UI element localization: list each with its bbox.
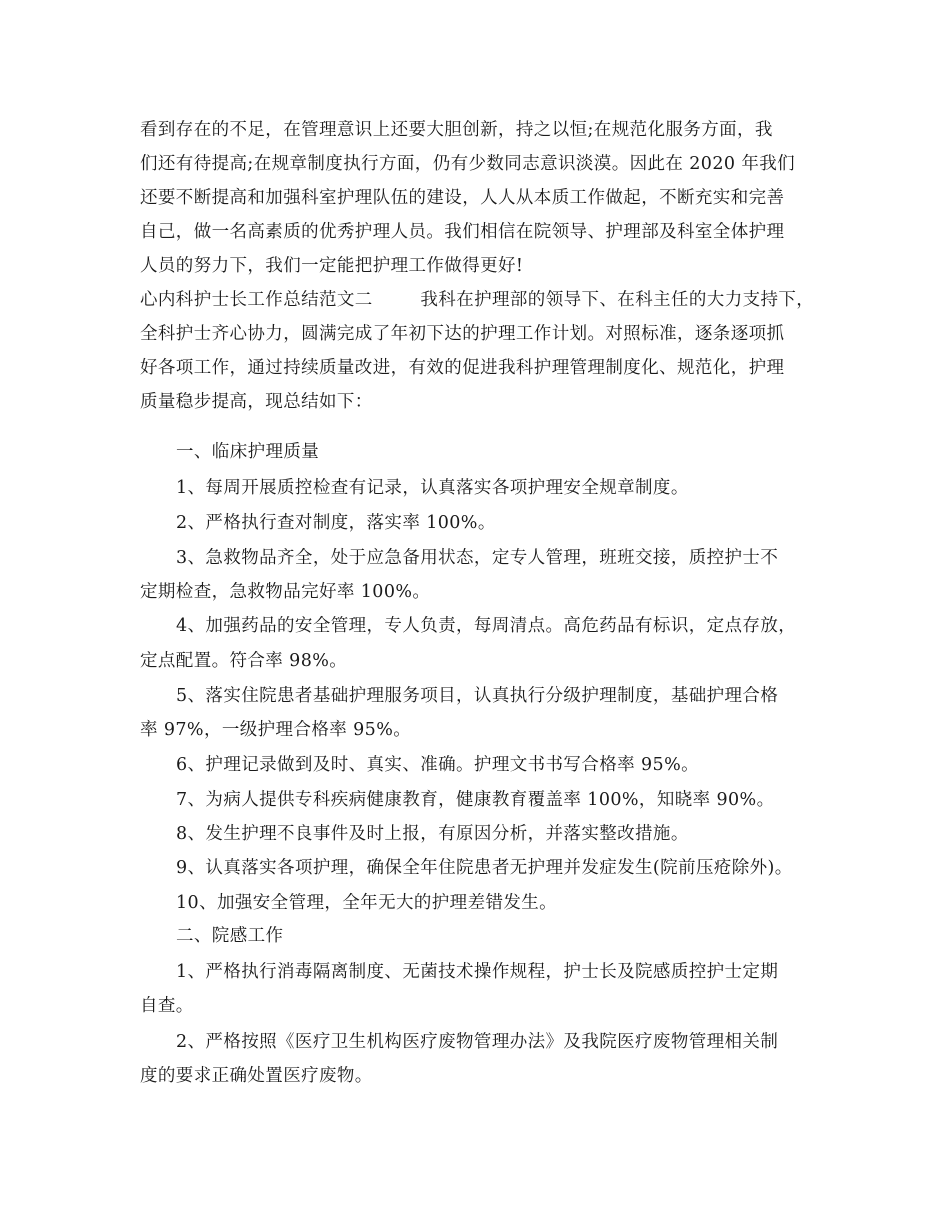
list-item: 1、每周开展质控检查有记录，认真落实各项护理安全规章制度。 [176,478,689,498]
list-item: 9、认真落实各项护理，确保全年住院患者无护理并发症发生(院前压疮除外)。 [176,858,793,878]
list-item-continued: 自查。 [140,996,194,1016]
heading-infection-control: 二、院感工作 [176,926,284,946]
list-item: 7、为病人提供专科疾病健康教育，健康教育覆盖率 100%，知晓率 90%。 [176,790,775,810]
text-line: 自己，做一名高素质的优秀护理人员。我们相信在院领导、护理部及科室全体护理 [140,222,785,242]
list-item-continued: 定期检查，急救物品完好率 100%。 [140,582,431,602]
list-item: 1、严格执行消毒隔离制度、无菌技术操作规程，护士长及院感质控护士定期 [176,962,779,982]
text-line: 们还有待提高;在规章制度执行方面，仍有少数同志意识淡漠。因此在 2020 年我们 [140,154,796,174]
text-line: 还要不断提高和加强科室护理队伍的建设，人人从本质工作做起，不断充实和完善 [140,188,785,208]
text-line: 看到存在的不足，在管理意识上还要大胆创新，持之以恒;在规范化服务方面，我 [140,120,773,140]
text-line: 好各项工作，通过持续质量改进，有效的促进我科护理管理制度化、规范化，护理 [140,358,785,378]
list-item-continued: 定点配置。符合率 98%。 [140,651,348,671]
text-line: 质量稳步提高，现总结如下： [140,392,373,412]
list-item: 10、加强安全管理，全年无大的护理差错发生。 [176,893,558,913]
list-item: 4、加强药品的安全管理，专人负责，每周清点。高危药品有标识，定点存放， [176,616,797,636]
list-item: 6、护理记录做到及时、真实、准确。护理文书书写合格率 95%。 [176,755,699,775]
list-item: 8、发生护理不良事件及时上报，有原因分析，并落实整改措施。 [176,824,689,844]
list-item: 2、严格执行查对制度，落实率 100%。 [176,513,496,533]
heading-clinical-nursing-quality: 一、临床护理质量 [176,442,320,462]
list-item: 5、落实住院患者基础护理服务项目，认真执行分级护理制度，基础护理合格 [176,686,779,706]
text-line: 人员的努力下，我们一定能把护理工作做得更好! [140,256,524,276]
list-item: 3、急救物品齐全，处于应急备用状态，定专人管理，班班交接，质控护士不 [176,548,779,568]
list-item-continued: 度的要求正确处置医疗废物。 [140,1066,373,1086]
list-item-continued: 率 97%，一级护理合格率 95%。 [140,720,412,740]
list-item: 2、严格按照《医疗卫生机构医疗废物管理办法》及我院医疗废物管理相关制 [176,1032,779,1052]
text-line: 全科护士齐心协力，圆满完成了年初下达的护理工作计划。对照标准，逐条逐项抓 [140,324,785,344]
section-title-line: 心内科护士长工作总结范文二 我科在护理部的领导下、在科主任的大力支持下， [140,290,815,310]
